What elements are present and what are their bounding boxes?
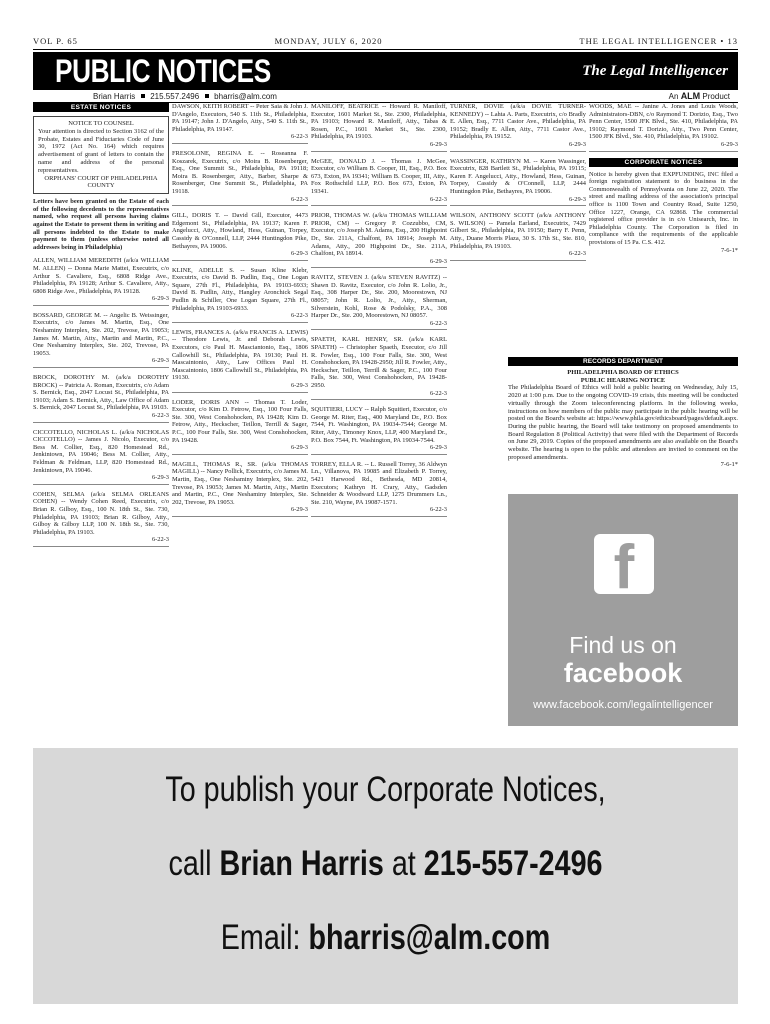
- notice-code: 6-29-3: [429, 257, 447, 265]
- decedent-name: WILSON, ANTHONY SCOTT (a/k/a ANTHONY S. WILSON): [450, 212, 586, 227]
- decedent-name: MANILOFF, BEATRICE: [311, 103, 379, 110]
- ad-line2: call Brian Harris at 215-557-2496: [168, 844, 603, 883]
- notice-body: -- Theodore Lewis, Jr. and Deborah Lewis, Executors, c/o Paul H. Masciantonio, Esq., 1806 Callowhill St., Philadelphia, PA 19130; Paul H. Mascaintonio, Atty., Law Offices Paul H. Mascaintonio, 1806 Callowhill St., Philadelphia, PA 19130.: [172, 336, 308, 382]
- decedent-name: LODER, DORIS ANN: [172, 398, 239, 406]
- decedent-name: PRIOR, THOMAS W. (a/k/a THOMAS WILLIAM PRIOR, CM): [311, 212, 447, 227]
- date-label: MONDAY, JULY 6, 2020: [274, 36, 383, 46]
- notice-body: -- Pamela Earland, Executrix, 7429 Gilbert St., Philadelphia, PA 19150; Barry F. Penn, Atty., Duane Morris Plaza, 30 S. 17th St., Ste. 810, Philadelphia, PA 19103.: [450, 219, 586, 250]
- estate-notice: [311, 461, 447, 517]
- notice-body: -- Janine A. Jones and Louis Woods, Administrators-DBN, c/o Raymond T. Dorizio, Esq., Two Penn Center, 1500 JFK Blvd., Ste. 410, Philadelphia, PA 19102; Raymond T. Dorizio, Atty., Two Penn Center, 1500 JFK Blvd., Ste. 410, Philadelphia, PA 19102.: [589, 103, 738, 141]
- contact-bar: [33, 90, 738, 102]
- decedent-name: SPAETH, KARL HENRY, SR. (a/k/a KARL SPAETH): [311, 336, 447, 352]
- notice-code: 6-22-3: [290, 312, 308, 320]
- box-body: Your attention is directed to Section 3162 of the Probate, Estates and Fiduciaries Code of June 30, 1972 (Act No. 164) which requires advertisement of grant of letters to contain the name and address of the personal representatives.: [38, 127, 164, 174]
- estate-notice: [33, 312, 169, 368]
- estate-notice: [33, 374, 169, 423]
- notice-code: 6-22-3: [429, 195, 447, 203]
- ethics-body: The Philadelphia Board of Ethics will hold a public hearing on Wednesday, July 15, 2020 at 1:00 p.m. Due to the ongoing COVID-19 crisis, this meeting will be conducted virtually through the Zoom teleconferencing platform. In the following weeks, instructions on how members of the public may participate in the public hearing will be posted on the Board's website at: https://www.phila.gov/ethicsboard/pages/default.aspx. During the public hearing, the Board will take testimony on proposed amendments to Board Regulation 8 (Political Activity) that were filed with the Department of Records on June 29, 2019. Copies of the proposed amendments are also available on the Board's website. The hearing is open to the public and attendees are invited to comment on the proposed amendments.: [508, 384, 738, 461]
- notice-code: 7-6-1*: [720, 461, 738, 469]
- notice-code: 6-22-3: [290, 195, 308, 203]
- estate-notice: [450, 212, 586, 261]
- estate-notice: [450, 158, 586, 207]
- notice-code: 6-22-3: [429, 506, 447, 514]
- ad-line1: To publish your Corporate Notices,: [165, 770, 606, 809]
- column-5: [589, 103, 738, 353]
- estate-notice: [311, 158, 447, 207]
- box-footer: ORPHANS' COURT OF PHILADELPHIA COUNTY: [44, 174, 158, 190]
- estate-notice: [172, 267, 308, 323]
- notice-code: 6-22-3: [151, 536, 169, 544]
- decedent-name: TURNER, DOVIE (a/k/a DOVIE TURNER-KENNEDY): [450, 103, 586, 118]
- masthead-line: [33, 34, 738, 48]
- decedent-name: SQUITIERI, LUCY: [311, 406, 363, 414]
- estate-notice: [172, 150, 308, 206]
- notice-body: -- Lahta A. Parts, Executrix, c/o Bradly E. Allen, Esq., 7711 Castor Ave., Philadelphia, PA 19152; Bradly E. Allen, Atty., 7711 Castor Ave., Philadelphia, PA 19152.: [450, 110, 586, 141]
- notice-body: -- Roseanna F. Koszarek, Executrix, c/o Moira B. Rosenberger, Esq., One Summit St., Philadelphia, PA 19118; Moira B. Rosenberger, Atty., Barber, Sharpe & Rosenberger, One Summit St., Philadelphia, PA 19118.: [172, 149, 308, 195]
- notice-body: -- Thomas J. McGee, Executor, c/o William B. Cooper, III, Esq., P.O. Box 673, Exton, PA 19341; William B. Cooper, III, Atty., Fox Rothschild LLP, P.O. Box 673, Exton, PA 19341.: [311, 157, 447, 195]
- notice-body: -- Gregory P. Cozzubbo, CM, Executor, c/o Joseph M. Adams, Esq., 200 Highpoint Dr., Ste. 211A, Chalfont, PA 18914; Joseph M. Adams, Atty., 200 Highpoint Dr., Ste. 211A, Chalfont, PA 18914.: [311, 219, 447, 258]
- estate-notice: [589, 103, 738, 152]
- facebook-line2: facebook: [563, 658, 683, 688]
- page-title: PUBLIC NOTICES: [55, 52, 271, 89]
- contact-phone: 215.557.2496: [150, 91, 200, 101]
- decedent-name: WASSINGER, KATHRYN M.: [450, 157, 531, 165]
- notice-code: 6-29-3: [151, 295, 169, 303]
- estate-notice: [311, 212, 447, 268]
- estate-notice: [33, 429, 169, 485]
- corporate-notice: Notice is hereby given that EXPFUNDING, INC filed a foreign registration statement to do business in the Commonwealth of Pennsylvania on June 22, 2020. The street and mailing address of the association's principal office is 1100 Town and Country Road, Suite 1250, Office 1227, Orange, CA 92868. The commercial registered office provider is in c/o Unisearch, Inc. in Philadelphia County. The Corporation is filed in compliance with the requirements of the applicable provisions of 15 Pa. C.S. 412. 7-6-1*: [589, 170, 738, 254]
- divider: [33, 49, 738, 50]
- notice-code: 6-22-3: [151, 412, 169, 420]
- notice-code: 6-29-3: [290, 506, 308, 514]
- ethics-title: PHILADELPHIA BOARD OF ETHICS: [567, 369, 679, 376]
- notice-body: -- L. Russell Torrey, 36 Aldwyn Ln., Villanova, PA 19085 and Elizabeth P. Torrey, 5421 Harwood Rd., Bethesda, MD 20814, Executors; Kathryn H. Crary, Atty., Gadsden Schneider & Woodward LLP, 1275 Drummers Ln., Ste. 210, Wayne, PA 19087-1571.: [311, 460, 447, 506]
- estate-notice: [172, 103, 308, 144]
- facebook-icon: f: [594, 534, 654, 594]
- decedent-name: LEWIS, FRANCES A. (a/k/a FRANCIS A. LEWIS): [172, 328, 308, 336]
- notice-body: -- Thomas T. Loder, Executor, c/o Kim D. Fetrow, Esq., 100 Four Falls, Ste. 300, West Conshohocken, PA 19428; Kim D. Fetrow, Atty., Heckscher, Teillon, Terrill & Sager, P.C., 100 Four Falls, Ste. 300, West Conshohocken, PA 19428.: [172, 398, 308, 444]
- notice-body: -- Howard R. Maniloff, Executor, 1601 Market St., Ste. 2300, Philadelphia, PA 19103; Howard R. Maniloff, Atty., Tabas & Rosen, P.C., 1601 Market St., Ste. 2300, Philadelphia, PA 19103.: [311, 103, 447, 141]
- estate-notice: [311, 406, 447, 455]
- decedent-name: BOSSARD, GEORGE M.: [33, 311, 102, 319]
- notice-code: 6-29-3: [151, 357, 169, 365]
- section-header: ESTATE NOTICES: [33, 103, 169, 112]
- decedent-name: CICCOTELLO, NICHOLAS L. (a/k/a NICHOLAS CICCOTELLO): [33, 428, 169, 444]
- notice-code: 6-22-3: [429, 389, 447, 397]
- decedent-name: MAGILL, THOMAS R., SR. (a/k/a THOMAS MAGILL): [172, 460, 308, 476]
- estate-notice: [311, 103, 447, 152]
- contact-name: Brian Harris: [93, 91, 136, 101]
- notice-code: 6-29-3: [290, 382, 308, 389]
- decedent-name: FRESOLONE, REGINA E.: [172, 149, 254, 157]
- publish-notices-ad: [33, 748, 738, 1004]
- notice-code: 6-22-3: [290, 133, 308, 141]
- estate-notice: [33, 491, 169, 547]
- notice-code: 6-29-3: [290, 250, 308, 258]
- ethics-subtitle: PUBLIC HEARING NOTICE: [580, 376, 666, 384]
- section-header: RECORDS DEPARTMENT: [508, 357, 738, 366]
- notice-body: -- Shawn D. Ravitz, Executor, c/o John R. Lolio, Jr., Esq., 308 Harper Dr., Ste. 200, Moorestown, NJ 08057; John R. Lolio, Jr., Atty., Sherman, Silverstein, Kohl, Rose & Podolsky, P.A., 308 Harper Dr., Ste. 200, Moorestown, NJ 08057.: [311, 274, 447, 320]
- contact-email[interactable]: bharris@alm.com: [214, 91, 277, 101]
- volume-label: VOL P. 65: [33, 36, 78, 46]
- brand-logo: The Legal Intelligencer: [582, 62, 728, 79]
- notice-body: -- Susan Kline Klebr, Executrix, c/o David B. Pudlin, Esq., One Logan Square, 27th Fl., Philadelphia, PA 19103-6933; David B. Pudlin, Atty., Hangley Aronchick Segal Pudlin & Schiller, One Logan Square, 27th Fl., Philadelphia, PA 19103-6933.: [172, 266, 308, 312]
- ethics-notice: [508, 357, 738, 469]
- decedent-name: COHEN, SELMA (a/k/a SELMA ORLEANS COHEN): [33, 490, 169, 506]
- estate-notice: [172, 212, 308, 261]
- decedent-name: McGEE, DONALD J.: [311, 157, 376, 165]
- column-4: [450, 103, 586, 353]
- facebook-line1: Find us on: [569, 632, 677, 658]
- decedent-name: KLINE, ADELLE S.: [172, 266, 235, 274]
- notice-body: -- David Gill, Executor, 4473 Edgemont St., Philadelphia, PA 19137; Karen F. Angelucci, Atty., Howland, Hess, Guinan, Torpey, Cassidy & O'Connell, LLP, 2444 Huntingdon Pike, Bethayres, PA 19006.: [172, 212, 308, 250]
- notice-code: 6-22-3: [429, 319, 447, 327]
- column-3: [311, 103, 447, 743]
- decedent-name: ALLEN, WILLIAM MEREDITH (a/k/a WILLIAM M. ALLEN): [33, 257, 169, 272]
- facebook-ad[interactable]: [508, 494, 738, 726]
- notice-body: -- Karen Wassinger, Executrix, 828 Bartlett St., Philadelphia, PA 19115; Karen F. Angelucci, Atty., Howland, Hess, Guinan, Torpey, Cassidy & O'Connell, LLP, 2444 Huntingdon Pike, Bethayres, PA 19006.: [450, 157, 586, 195]
- section-header: CORPORATE NOTICES: [589, 158, 738, 167]
- decedent-name: TORREY, ELLA R.: [311, 460, 363, 468]
- box-title: NOTICE TO COUNSEL: [68, 120, 134, 127]
- notice-code: 6-29-3: [290, 444, 308, 452]
- notice-body: -- Angelic B. Weissinger, Executrix, c/o James M. Martin, Esq., One Neshaminy Interplex, Ste. 202, Trevose, PA 19053; James M. Martin, Atty., Martin and Martin, P.C., One Neshaminy Interplex, Ste. 202, Trevose, PA 19053.: [33, 311, 169, 357]
- notice-code: 6-29-3: [568, 195, 586, 203]
- estate-notice: [172, 461, 308, 517]
- notice-body: -- Patricia A. Roman, Executrix, c/o Adam S. Bernick, Esq., 2047 Locust St., Philadelphia, PA 19103; Adam S. Bernick, Atty., Law Office of Adam S. Bernick, 2047 Locust St., Philadelphia, PA 19103.: [33, 381, 169, 412]
- paper-label: THE LEGAL INTELLIGENCER • 13: [579, 36, 738, 46]
- notice-body: -- Ralph Squitieri, Executor, c/o George M. Riter, Esq., 400 Maryland Dr., P.O. Box 7544, Ft. Washington, PA 19034-7544; George M. Riter, Atty., Timoney Knox, LLP, 400 Maryland Dr., P.O. Box 7544, Ft. Washington, PA 19034-7544.: [311, 406, 447, 444]
- notice-body: -- Wendy Cohen Reed, Executrix, c/o Brian R. Gilboy, Esq., 100 N. 18th St., Ste. 730, Philadelphia, PA 19103; Brian R. Gilboy, Atty., Gilboy & Gilboy LLP, 100 N. 18th St., Ste. 730, Philadelphia, PA 19103.: [33, 498, 169, 536]
- ad-line3: Email: bharris@alm.com: [220, 918, 551, 957]
- notice-body: -- Peter Saia & John J. D'Angelo, Executors, 540 S. 11th St., Philadelphia, PA 19147; John J. D'Angelo, Atty., 540 S. 11th St., Philadelphia, PA 19147.: [172, 103, 308, 133]
- column-1: [33, 103, 169, 743]
- estate-notice: [172, 399, 308, 455]
- estate-notice: [172, 329, 308, 393]
- notice-to-counsel-box: [33, 116, 169, 194]
- public-notices-banner: [33, 52, 738, 90]
- notice-body: -- James J. Nicolo, Executor, c/o Bess M. Collier, Esq., 820 Homestead Rd., Jenkintown, PA 19046; Bess M. Collier, Atty., Feldman & Feldman, LLP, 820 Homestead Rd., Jenkintown, PA 19046.: [33, 436, 169, 474]
- notice-code: 6-29-3: [720, 140, 738, 148]
- estate-notice: [311, 274, 447, 330]
- notice-code: 6-22-3: [568, 250, 586, 258]
- notice-code: 6-29-3: [568, 140, 586, 148]
- estate-notice: [33, 257, 169, 306]
- decedent-name: BROCK, DOROTHY M. (a/k/a DOROTHY BROCK): [33, 374, 169, 389]
- notice-body: -- Nancy Pollick, Executrix, c/o James M. Martin, Esq., One Neshaminy Interplex, Ste. 202, Trevose, PA 19053; James M. Martin, Atty., Martin and Martin, P.C., One Neshaminy Interplex, Ste. 202, Trevose, PA 19053.: [172, 468, 308, 506]
- decedent-name: RAVITZ, STEVEN J. (a/k/a STEVEN RAVITZ): [311, 274, 441, 282]
- notice-code: 6-29-3: [429, 140, 447, 148]
- estate-notice: [311, 336, 447, 400]
- decedent-name: DAWSON, KEITH ROBERT: [172, 103, 249, 110]
- letters-granted-text: Letters have been granted on the Estate of each of the following decedents to the representatives named, who request all persons having claims against the Estate to present them in writing and all persons indebted to the Estate to make payment to them (unless otherwise noted all addresses being in Philadelphia): [33, 198, 169, 251]
- notice-code: 6-29-3: [429, 444, 447, 452]
- alm-product-label: An ALM Product: [668, 91, 730, 101]
- notice-body: -- Christopher Spaeth, Executor, c/o Jill R. Fowler, Esq., 100 Four Falls, Ste. 300, West Conshohocken, PA 19428-2950; Jill R. Fowler, Atty., Heckscher, Teillon, Terrill & Sager, P.C., 100 Four Falls, Ste. 300, West Conshohocken, PA 19428-2950.: [311, 344, 447, 389]
- column-2: [172, 103, 308, 743]
- notice-body: -- Donna Marie Mattei, Executrix, c/o Arthur S. Cavaliere, Esq., 6808 Ridge Ave., Philadelphia, PA 19128; Arthur S. Cavaliere, Atty., 6808 Ridge Ave., Philadelphia, PA 19128.: [33, 264, 169, 295]
- notice-code: 6-29-3: [151, 474, 169, 482]
- decedent-name: WOODS, MAE: [589, 103, 632, 110]
- decedent-name: GILL, DORIS T.: [172, 212, 220, 220]
- estate-notice: [450, 103, 586, 152]
- ad-email[interactable]: bharris@alm.com: [308, 918, 551, 957]
- facebook-url[interactable]: www.facebook.com/legalintelligencer: [533, 699, 713, 711]
